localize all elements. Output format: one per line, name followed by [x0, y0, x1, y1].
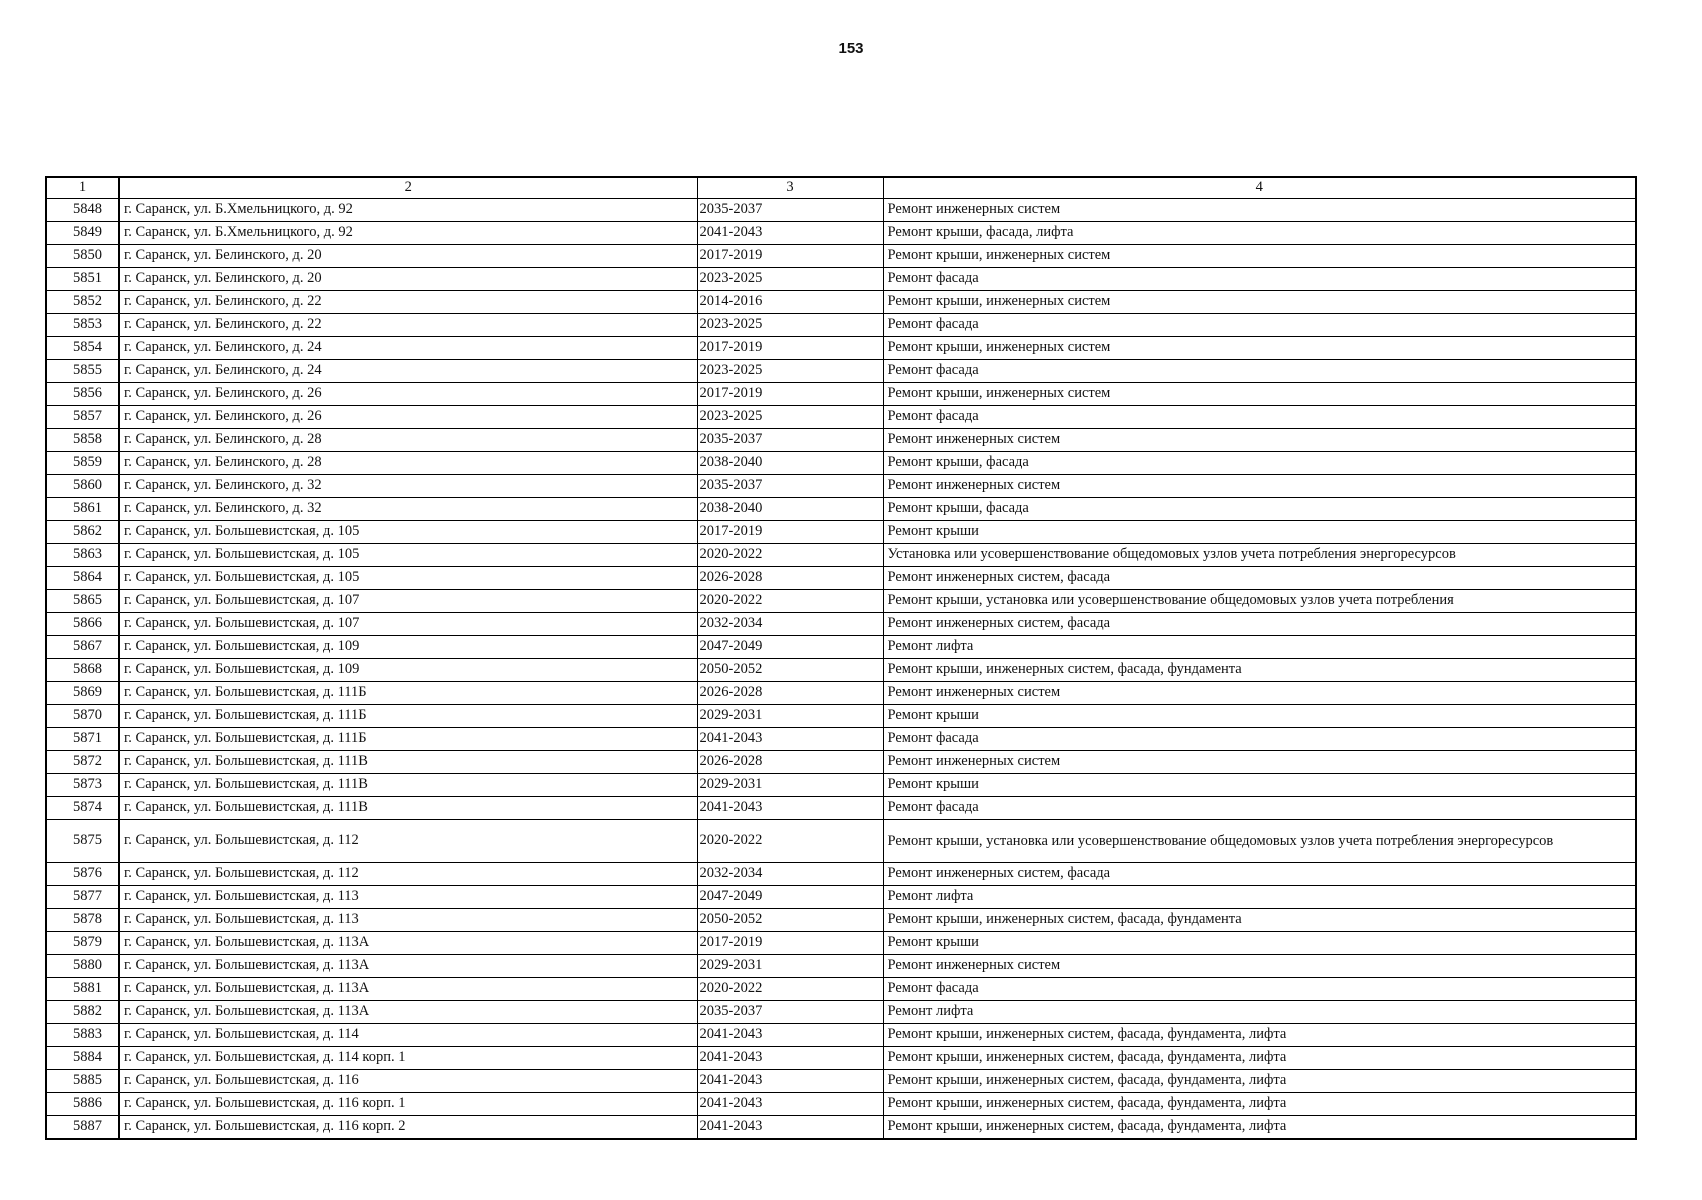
work-type-cell: Ремонт инженерных систем: [883, 475, 1636, 498]
period-cell: 2050-2052: [697, 659, 883, 682]
table-row: [46, 544, 1636, 567]
work-type-cell: Ремонт инженерных систем: [883, 429, 1636, 452]
row-number: 5873: [46, 774, 119, 797]
table-row: [46, 452, 1636, 475]
period-cell: 2026-2028: [697, 567, 883, 590]
address-cell: г. Саранск, ул. Большевистская, д. 111Б: [119, 682, 697, 705]
work-type-cell: Ремонт лифта: [883, 1001, 1636, 1024]
row-number: 5857: [46, 406, 119, 429]
period-cell: 2020-2022: [697, 590, 883, 613]
period-cell: 2041-2043: [697, 1093, 883, 1116]
row-number: 5879: [46, 932, 119, 955]
row-number: 5859: [46, 452, 119, 475]
period-cell: 2029-2031: [697, 774, 883, 797]
table-row: [46, 659, 1636, 682]
repair-schedule-table: [45, 176, 1637, 1140]
address-cell: г. Саранск, ул. Большевистская, д. 113А: [119, 1001, 697, 1024]
row-number: 5874: [46, 797, 119, 820]
row-number: 5875: [46, 820, 119, 863]
work-type-cell: Установка или усовершенствование общедомовых узлов учета потребления энергоресурсов: [883, 544, 1636, 567]
period-cell: 2029-2031: [697, 705, 883, 728]
table-body: [46, 199, 1636, 1140]
address-cell: г. Саранск, ул. Большевистская, д. 105: [119, 567, 697, 590]
address-cell: г. Саранск, ул. Большевистская, д. 113А: [119, 955, 697, 978]
period-cell: 2014-2016: [697, 291, 883, 314]
table-row: [46, 613, 1636, 636]
table-row: [46, 429, 1636, 452]
table-row: [46, 863, 1636, 886]
period-cell: 2023-2025: [697, 406, 883, 429]
row-number: 5870: [46, 705, 119, 728]
period-cell: 2017-2019: [697, 245, 883, 268]
work-type-cell: Ремонт фасада: [883, 406, 1636, 429]
table-row: [46, 314, 1636, 337]
table-row: [46, 1070, 1636, 1093]
work-type-cell: Ремонт инженерных систем, фасада: [883, 567, 1636, 590]
row-number: 5853: [46, 314, 119, 337]
address-cell: г. Саранск, ул. Большевистская, д. 107: [119, 590, 697, 613]
address-cell: г. Саранск, ул. Белинского, д. 20: [119, 268, 697, 291]
period-cell: 2032-2034: [697, 863, 883, 886]
table-row: [46, 337, 1636, 360]
period-cell: 2047-2049: [697, 636, 883, 659]
period-cell: 2041-2043: [697, 1116, 883, 1140]
work-type-cell: Ремонт крыши, инженерных систем, фасада, фундамента: [883, 659, 1636, 682]
table-row: [46, 383, 1636, 406]
address-cell: г. Саранск, ул. Большевистская, д. 113: [119, 886, 697, 909]
table-row: [46, 909, 1636, 932]
work-type-cell: Ремонт крыши, фасада, лифта: [883, 222, 1636, 245]
work-type-cell: Ремонт инженерных систем: [883, 751, 1636, 774]
period-cell: 2020-2022: [697, 978, 883, 1001]
work-type-cell: Ремонт фасада: [883, 314, 1636, 337]
table-row: [46, 567, 1636, 590]
table-header-row: [46, 177, 1636, 199]
address-cell: г. Саранск, ул. Большевистская, д. 114 корп. 1: [119, 1047, 697, 1070]
table-row: [46, 498, 1636, 521]
work-type-cell: Ремонт крыши: [883, 932, 1636, 955]
period-cell: 2026-2028: [697, 751, 883, 774]
row-number: 5864: [46, 567, 119, 590]
address-cell: г. Саранск, ул. Большевистская, д. 109: [119, 659, 697, 682]
work-type-cell: Ремонт крыши: [883, 774, 1636, 797]
row-number: 5851: [46, 268, 119, 291]
row-number: 5867: [46, 636, 119, 659]
address-cell: г. Саранск, ул. Большевистская, д. 107: [119, 613, 697, 636]
address-cell: г. Саранск, ул. Большевистская, д. 105: [119, 544, 697, 567]
work-type-cell: Ремонт фасада: [883, 728, 1636, 751]
table-row: [46, 797, 1636, 820]
period-cell: 2038-2040: [697, 498, 883, 521]
work-type-cell: Ремонт крыши, инженерных систем: [883, 245, 1636, 268]
period-cell: 2041-2043: [697, 728, 883, 751]
row-number: 5860: [46, 475, 119, 498]
period-cell: 2017-2019: [697, 932, 883, 955]
address-cell: г. Саранск, ул. Белинского, д. 24: [119, 360, 697, 383]
table-row: [46, 636, 1636, 659]
table-row: [46, 820, 1636, 863]
work-type-cell: Ремонт крыши, инженерных систем, фасада, фундамента, лифта: [883, 1116, 1636, 1140]
row-number: 5881: [46, 978, 119, 1001]
work-type-cell: Ремонт крыши, инженерных систем, фасада, фундамента, лифта: [883, 1047, 1636, 1070]
row-number: 5872: [46, 751, 119, 774]
period-cell: 2041-2043: [697, 797, 883, 820]
work-type-cell: Ремонт инженерных систем, фасада: [883, 863, 1636, 886]
address-cell: г. Саранск, ул. Белинского, д. 32: [119, 475, 697, 498]
address-cell: г. Саранск, ул. Большевистская, д. 111Б: [119, 728, 697, 751]
column-header: 3: [697, 177, 883, 199]
row-number: 5858: [46, 429, 119, 452]
row-number: 5886: [46, 1093, 119, 1116]
address-cell: г. Саранск, ул. Большевистская, д. 113А: [119, 978, 697, 1001]
table-row: [46, 774, 1636, 797]
table-row: [46, 1024, 1636, 1047]
work-type-cell: Ремонт инженерных систем: [883, 955, 1636, 978]
address-cell: г. Саранск, ул. Большевистская, д. 114: [119, 1024, 697, 1047]
work-type-cell: Ремонт фасада: [883, 360, 1636, 383]
row-number: 5871: [46, 728, 119, 751]
row-number: 5868: [46, 659, 119, 682]
address-cell: г. Саранск, ул. Большевистская, д. 105: [119, 521, 697, 544]
address-cell: г. Саранск, ул. Большевистская, д. 112: [119, 863, 697, 886]
period-cell: 2020-2022: [697, 820, 883, 863]
page-number: 153: [838, 40, 864, 57]
address-cell: г. Саранск, ул. Белинского, д. 22: [119, 291, 697, 314]
table-row: [46, 521, 1636, 544]
work-type-cell: Ремонт крыши, инженерных систем, фасада, фундамента, лифта: [883, 1070, 1636, 1093]
period-cell: 2041-2043: [697, 1024, 883, 1047]
address-cell: г. Саранск, ул. Белинского, д. 22: [119, 314, 697, 337]
table-row: [46, 360, 1636, 383]
table-row: [46, 1001, 1636, 1024]
row-number: 5861: [46, 498, 119, 521]
period-cell: 2020-2022: [697, 544, 883, 567]
work-type-cell: Ремонт крыши, фасада: [883, 498, 1636, 521]
table-row: [46, 705, 1636, 728]
period-cell: 2017-2019: [697, 337, 883, 360]
table-row: [46, 291, 1636, 314]
work-type-cell: Ремонт крыши: [883, 705, 1636, 728]
work-type-cell: Ремонт крыши, инженерных систем, фасада, фундамента, лифта: [883, 1024, 1636, 1047]
address-cell: г. Саранск, ул. Белинского, д. 20: [119, 245, 697, 268]
row-number: 5869: [46, 682, 119, 705]
address-cell: г. Саранск, ул. Большевистская, д. 111В: [119, 774, 697, 797]
work-type-cell: Ремонт лифта: [883, 886, 1636, 909]
row-number: 5885: [46, 1070, 119, 1093]
table-row: [46, 728, 1636, 751]
table-row: [46, 245, 1636, 268]
period-cell: 2026-2028: [697, 682, 883, 705]
period-cell: 2041-2043: [697, 1047, 883, 1070]
work-type-cell: Ремонт крыши, инженерных систем: [883, 291, 1636, 314]
address-cell: г. Саранск, ул. Белинского, д. 26: [119, 406, 697, 429]
row-number: 5876: [46, 863, 119, 886]
row-number: 5878: [46, 909, 119, 932]
period-cell: 2032-2034: [697, 613, 883, 636]
period-cell: 2023-2025: [697, 360, 883, 383]
row-number: 5862: [46, 521, 119, 544]
work-type-cell: Ремонт инженерных систем: [883, 682, 1636, 705]
row-number: 5848: [46, 199, 119, 222]
period-cell: 2041-2043: [697, 222, 883, 245]
row-number: 5877: [46, 886, 119, 909]
address-cell: г. Саранск, ул. Белинского, д. 24: [119, 337, 697, 360]
work-type-cell: Ремонт фасада: [883, 268, 1636, 291]
table-row: [46, 199, 1636, 222]
table-row: [46, 1116, 1636, 1140]
work-type-cell: Ремонт инженерных систем, фасада: [883, 613, 1636, 636]
work-type-cell: Ремонт крыши, установка или усовершенствование общедомовых узлов учета потребления энергоресурсов: [883, 820, 1636, 863]
row-number: 5849: [46, 222, 119, 245]
address-cell: г. Саранск, ул. Большевистская, д. 116: [119, 1070, 697, 1093]
row-number: 5856: [46, 383, 119, 406]
work-type-cell: Ремонт инженерных систем: [883, 199, 1636, 222]
address-cell: г. Саранск, ул. Большевистская, д. 111Б: [119, 705, 697, 728]
column-header: 2: [119, 177, 697, 199]
period-cell: 2017-2019: [697, 383, 883, 406]
table-row: [46, 406, 1636, 429]
row-number: 5863: [46, 544, 119, 567]
work-type-cell: Ремонт крыши, установка или усовершенствование общедомовых узлов учета потребления: [883, 590, 1636, 613]
row-number: 5880: [46, 955, 119, 978]
row-number: 5882: [46, 1001, 119, 1024]
period-cell: 2035-2037: [697, 475, 883, 498]
address-cell: г. Саранск, ул. Большевистская, д. 111В: [119, 751, 697, 774]
table-row: [46, 955, 1636, 978]
address-cell: г. Саранск, ул. Белинского, д. 28: [119, 452, 697, 475]
column-header: 1: [46, 177, 119, 199]
work-type-cell: Ремонт лифта: [883, 636, 1636, 659]
work-type-cell: Ремонт крыши, инженерных систем, фасада, фундамента, лифта: [883, 1093, 1636, 1116]
work-type-cell: Ремонт крыши, фасада: [883, 452, 1636, 475]
table-row: [46, 1047, 1636, 1070]
period-cell: 2023-2025: [697, 314, 883, 337]
table-row: [46, 751, 1636, 774]
table-row: [46, 978, 1636, 1001]
address-cell: г. Саранск, ул. Большевистская, д. 113А: [119, 932, 697, 955]
work-type-cell: Ремонт фасада: [883, 978, 1636, 1001]
period-cell: 2035-2037: [697, 199, 883, 222]
work-type-cell: Ремонт крыши, инженерных систем: [883, 383, 1636, 406]
address-cell: г. Саранск, ул. Б.Хмельницкого, д. 92: [119, 199, 697, 222]
row-number: 5854: [46, 337, 119, 360]
table-row: [46, 268, 1636, 291]
work-type-cell: Ремонт фасада: [883, 797, 1636, 820]
address-cell: г. Саранск, ул. Большевистская, д. 116 корп. 1: [119, 1093, 697, 1116]
row-number: 5887: [46, 1116, 119, 1140]
table-row: [46, 590, 1636, 613]
period-cell: 2041-2043: [697, 1070, 883, 1093]
table-row: [46, 475, 1636, 498]
address-cell: г. Саранск, ул. Большевистская, д. 116 корп. 2: [119, 1116, 697, 1140]
table-row: [46, 1093, 1636, 1116]
period-cell: 2017-2019: [697, 521, 883, 544]
table-row: [46, 886, 1636, 909]
period-cell: 2035-2037: [697, 429, 883, 452]
address-cell: г. Саранск, ул. Белинского, д. 26: [119, 383, 697, 406]
work-type-cell: Ремонт крыши: [883, 521, 1636, 544]
address-cell: г. Саранск, ул. Большевистская, д. 113: [119, 909, 697, 932]
row-number: 5883: [46, 1024, 119, 1047]
table-row: [46, 222, 1636, 245]
address-cell: г. Саранск, ул. Белинского, д. 28: [119, 429, 697, 452]
row-number: 5884: [46, 1047, 119, 1070]
table-row: [46, 932, 1636, 955]
address-cell: г. Саранск, ул. Большевистская, д. 112: [119, 820, 697, 863]
row-number: 5852: [46, 291, 119, 314]
address-cell: г. Саранск, ул. Белинского, д. 32: [119, 498, 697, 521]
work-type-cell: Ремонт крыши, инженерных систем: [883, 337, 1636, 360]
row-number: 5866: [46, 613, 119, 636]
address-cell: г. Саранск, ул. Большевистская, д. 109: [119, 636, 697, 659]
period-cell: 2029-2031: [697, 955, 883, 978]
period-cell: 2023-2025: [697, 268, 883, 291]
column-header: 4: [883, 177, 1636, 199]
period-cell: 2038-2040: [697, 452, 883, 475]
row-number: 5855: [46, 360, 119, 383]
address-cell: г. Саранск, ул. Большевистская, д. 111В: [119, 797, 697, 820]
period-cell: 2047-2049: [697, 886, 883, 909]
row-number: 5865: [46, 590, 119, 613]
period-cell: 2035-2037: [697, 1001, 883, 1024]
period-cell: 2050-2052: [697, 909, 883, 932]
address-cell: г. Саранск, ул. Б.Хмельницкого, д. 92: [119, 222, 697, 245]
table-row: [46, 682, 1636, 705]
work-type-cell: Ремонт крыши, инженерных систем, фасада, фундамента: [883, 909, 1636, 932]
row-number: 5850: [46, 245, 119, 268]
